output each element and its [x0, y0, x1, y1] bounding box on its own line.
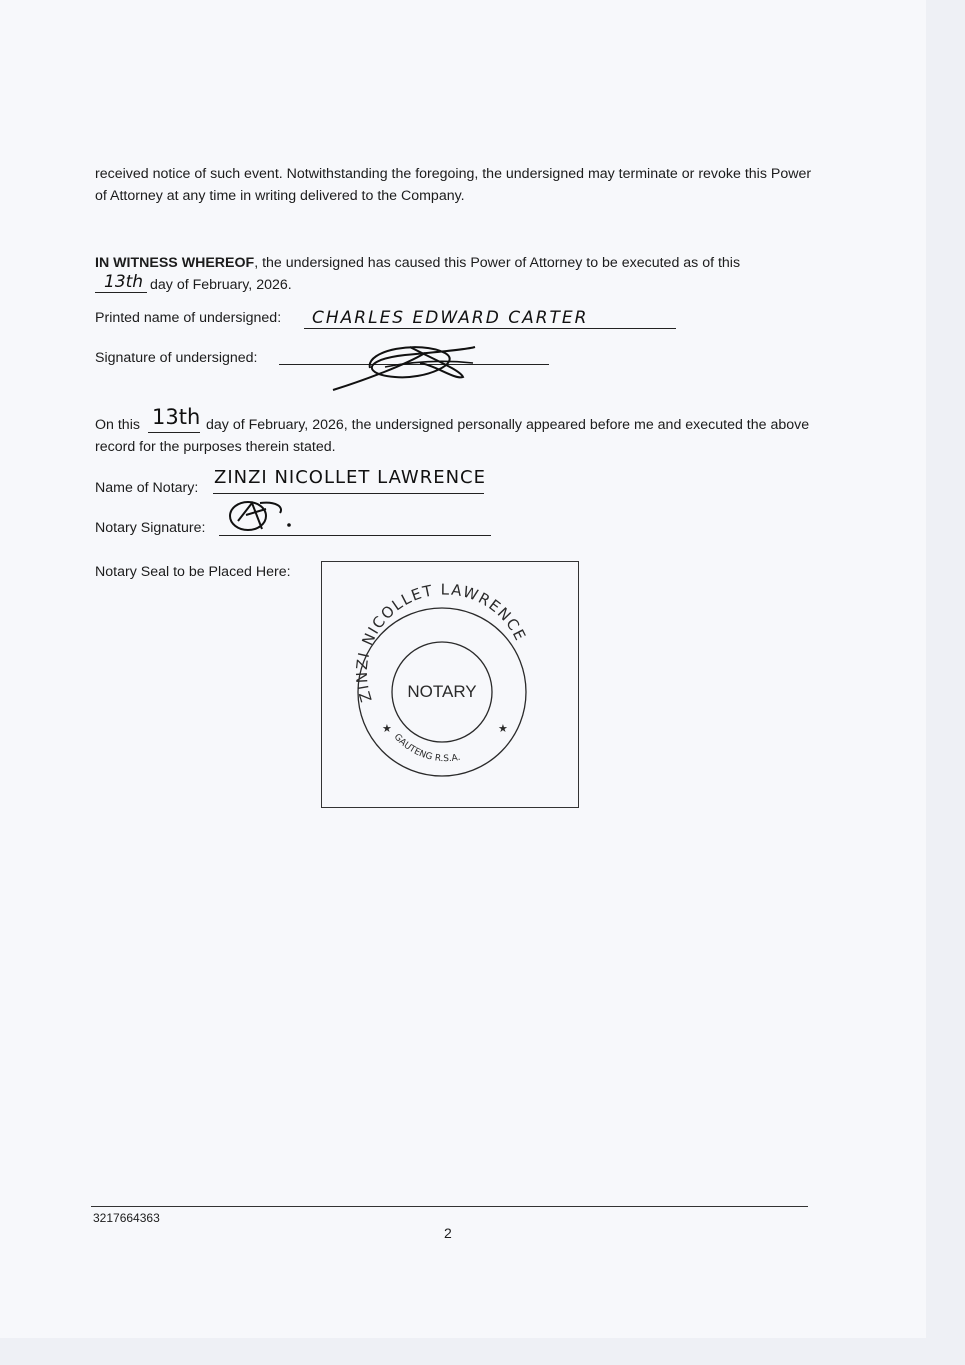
seal-label: Notary Seal to be Placed Here:	[95, 564, 291, 580]
signature-scribble	[325, 335, 485, 395]
notary-name-label: Name of Notary:	[95, 480, 199, 496]
notary-prefix: On this	[95, 417, 140, 433]
witness-heading: IN WITNESS WHEREOF	[95, 255, 255, 271]
printed-name-label: Printed name of undersigned:	[95, 310, 282, 326]
witness-day-line	[95, 292, 147, 293]
paragraph-revocation: received notice of such event. Notwithstanding the foregoing, the undersigned may terminate or revoke this Power of Attorney at any time in writing delivered to the Company.	[95, 166, 812, 204]
seal-ring-text: ZINZI NICOLLET LAWRENCE	[352, 580, 530, 705]
footer-rule	[91, 1206, 808, 1207]
printed-name-handwriting: CHARLES EDWARD CARTER	[312, 308, 589, 328]
witness-day-suffix: day of February, 2026.	[150, 277, 292, 293]
notary-seal	[322, 562, 578, 807]
printed-name-line	[304, 328, 676, 329]
notary-paragraph: day of February, 2026, the undersigned personally appeared before me and executed the above record for the purposes therein stated.	[95, 417, 810, 455]
seal-box	[321, 561, 579, 808]
signature-label: Signature of undersigned:	[95, 350, 258, 366]
notary-signature-scribble	[226, 497, 301, 537]
witness-day-handwriting: 13th	[104, 272, 144, 292]
document-id: 3217664363	[93, 1211, 160, 1225]
seal-star-right-icon: ★	[498, 723, 508, 735]
notary-name-line	[213, 493, 484, 494]
notary-day-handwriting: 13th	[152, 405, 201, 429]
svg-text:GAUTENG R.S.A.	[392, 732, 462, 764]
seal-bottom-text: GAUTENG R.S.A.	[391, 732, 462, 765]
page-number: 2	[444, 1225, 452, 1241]
notary-name-handwriting: ZINZI NICOLLET LAWRENCE	[214, 467, 486, 488]
seal-star-left-icon: ★	[382, 723, 392, 735]
notary-signature-label: Notary Signature:	[95, 520, 206, 536]
seal-center-text: NOTARY	[407, 682, 477, 701]
paragraph-witness	[95, 252, 815, 274]
witness-text: , the undersigned has caused this Power of Attorney to be executed as of this	[254, 255, 741, 271]
